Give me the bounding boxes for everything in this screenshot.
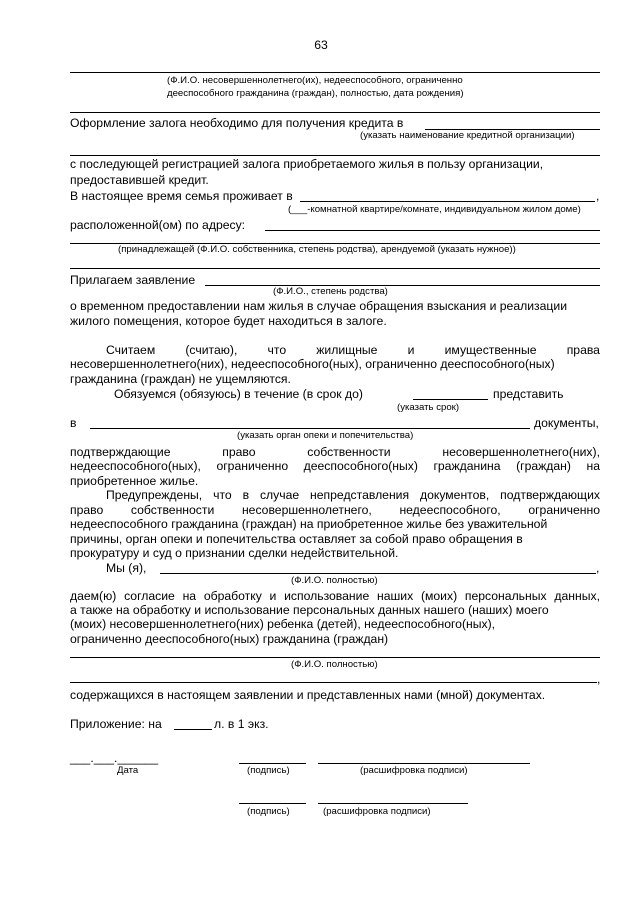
caption-room-prefix: (___: [288, 204, 308, 215]
caption-guardianship: (указать орган опеки и попечительства): [237, 430, 414, 441]
pledge-line: Оформление залога необходимо для получения кредита в: [70, 116, 404, 130]
caption-term: (указать срок): [397, 402, 460, 413]
confirm-line2: недееспособного(ных), ограниченно дееспособного(ных) гражданина (граждан) на: [70, 459, 600, 473]
signature-field-2[interactable]: [239, 803, 306, 804]
signature-field[interactable]: [239, 763, 306, 764]
comma: ,: [597, 672, 601, 686]
caption-fio-1: (Ф.И.О. полностью): [291, 575, 378, 586]
fio-field-2[interactable]: [70, 657, 600, 658]
decode-field-2[interactable]: [318, 803, 468, 804]
consider-line3: гражданина (граждан) не ущемляются.: [70, 372, 291, 386]
caption-fio-2: (Ф.И.О. полностью): [291, 659, 378, 670]
warned-line5: прокуратуру и суд о признании сделки недействительной.: [70, 546, 399, 560]
in-word: в: [70, 416, 77, 430]
caption-fio-full-line1: (Ф.И.О. несовершеннолетнего(их), недееспособного, ограниченно: [167, 75, 463, 86]
attach-application-line: Прилагаем заявление: [70, 273, 196, 287]
fill-line[interactable]: [70, 112, 600, 113]
warned-line4: причины, орган опеки и попечительства оставляет за собой право обращения в: [70, 532, 523, 546]
warned-line1: Предупреждены, что в случае непредставления документов, подтверждающих: [106, 488, 600, 502]
fio-field-1[interactable]: [160, 573, 596, 574]
family-residence-field[interactable]: [300, 201, 595, 202]
present-word: представить: [493, 387, 564, 401]
contained-in-line: содержащихся в настоящем заявлении и представленных нами (мной) документах.: [70, 688, 546, 702]
signature-caption-2: (подпись): [247, 806, 290, 817]
comma: ,: [596, 189, 600, 203]
application-field[interactable]: [205, 285, 600, 286]
we-word: Мы (я),: [106, 561, 147, 575]
address-field[interactable]: [265, 230, 600, 231]
family-lives-line: В настоящее время семья проживает в: [70, 189, 293, 203]
consider-line2: несовершеннолетнего(них), недееспособного(ных), ограниченно дееспособного(ных): [70, 357, 555, 371]
signature-caption: (подпись): [247, 765, 290, 776]
caption-fio-full-line2: дееспособного гражданина (граждан), полностью, дата рождения): [167, 88, 464, 99]
registration-line1: с последующей регистрацией залога приобретаемого жилья в пользу организации,: [70, 157, 544, 171]
warned-line3: недееспособного гражданина (граждан) на приобретенное жилье без уважительной: [70, 517, 548, 531]
temporary-line1: о временном предоставлении нам жилья в случае обращения взыскания и реализации: [70, 299, 567, 313]
confirm-line3: приобретенное жилье.: [70, 474, 199, 488]
term-field[interactable]: [413, 399, 488, 400]
consider-line1: Считаем (считаю), что жилищные и имущественные права: [106, 343, 600, 357]
caption-owner: (принадлежащей (Ф.И.О. собственника, степень родства), арендуемой (указать нужное)): [118, 244, 516, 255]
consent-line4: ограниченно дееспособного(ных) гражданина (граждан): [70, 632, 389, 646]
comma: ,: [596, 561, 600, 575]
fill-line[interactable]: [70, 268, 600, 269]
date-field[interactable]: ___.___.______: [70, 751, 159, 765]
attachment-suffix: л. в 1 экз.: [214, 717, 269, 731]
decode-field[interactable]: [318, 763, 530, 764]
warned-line2: право собственности несовершеннолетнего, недееспособного, ограниченно: [70, 503, 600, 517]
documents-word: документы,: [534, 416, 599, 430]
caption-room-text: -комнатной квартире/комнате, индивидуальном жилом доме): [307, 204, 581, 215]
decode-caption-2: (расшифровка подписи): [323, 806, 431, 817]
consent-line1: даем(ю) согласие на обработку и использование наших (моих) персональных данных,: [70, 589, 600, 603]
registration-line2: предоставившей кредит.: [70, 173, 209, 187]
caption-fio-relation: (Ф.И.О., степень родства): [273, 286, 388, 297]
fill-line[interactable]: [70, 155, 600, 156]
date-caption: Дата: [117, 765, 139, 776]
confirm-line1: подтверждающие право собственности несовершеннолетнего(них),: [70, 445, 600, 459]
consent-line3: (моих) несовершеннолетнего(них) ребенка (детей), недееспособного(ных),: [70, 617, 496, 631]
fill-line[interactable]: [70, 682, 597, 683]
located-at-line: расположенной(ом) по адресу:: [70, 218, 246, 232]
caption-credit-org: (указать наименование кредитной организации): [360, 130, 575, 141]
caption-room: [288, 204, 581, 216]
page-number: 63: [314, 38, 328, 52]
attachment-label: Приложение: на: [70, 717, 162, 731]
decode-caption: (расшифровка подписи): [360, 765, 468, 776]
temporary-line2: жилого помещения, которое будет находиться в залоге.: [70, 314, 387, 328]
consent-line2: а также на обработку и использование персональных данных нашего (наших) моего: [70, 603, 549, 617]
attachment-pages-field[interactable]: [174, 729, 212, 730]
guardianship-field[interactable]: [90, 428, 530, 429]
undertake-line: Обязуемся (обязуюсь) в течение (в срок до): [114, 387, 363, 401]
fill-line[interactable]: [70, 72, 600, 73]
